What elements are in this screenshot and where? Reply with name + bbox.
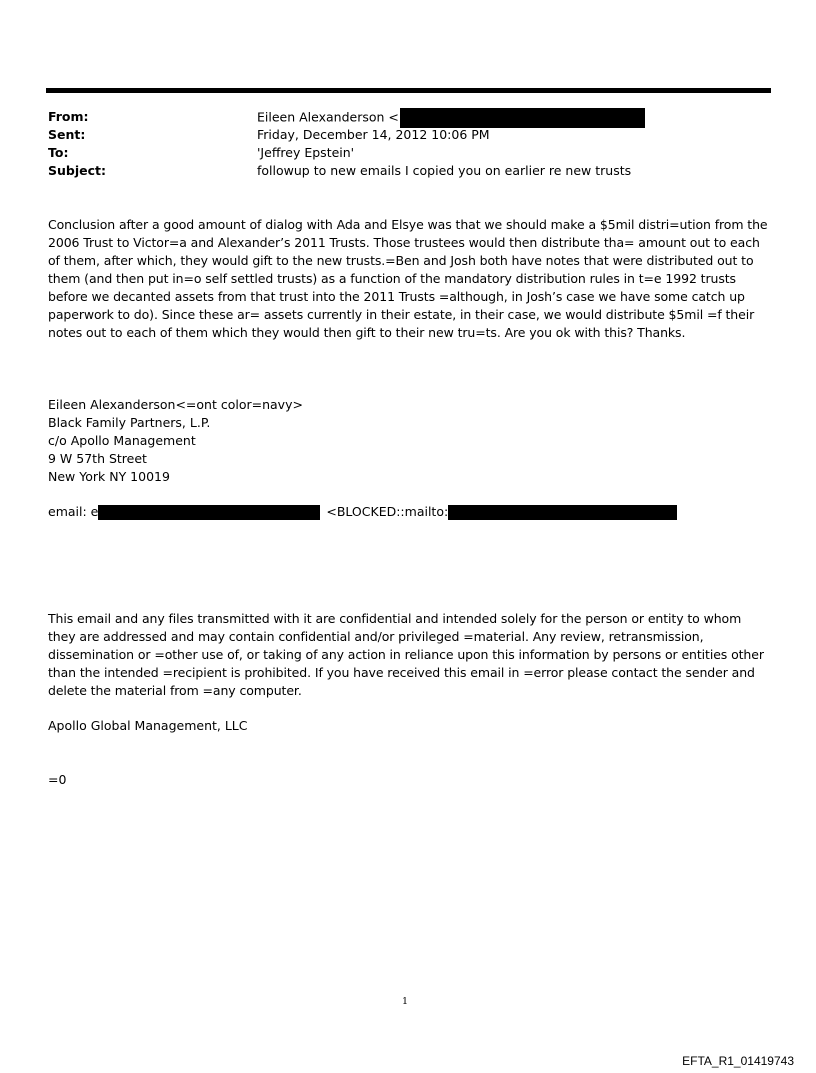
redaction-box bbox=[400, 108, 645, 128]
redaction-box bbox=[98, 505, 320, 520]
signature-email-line bbox=[48, 503, 677, 521]
subject-value: followup to new emails I copied you on earlier re new trusts bbox=[257, 163, 632, 178]
disclaimer bbox=[48, 610, 770, 700]
signature-name: Eileen Alexanderson<=ont color=navy> bbox=[48, 397, 303, 412]
signature-care-of: c/o Apollo Management bbox=[48, 433, 196, 448]
from-value bbox=[257, 108, 645, 128]
from-label: From: bbox=[48, 109, 89, 124]
sent-row bbox=[48, 126, 768, 144]
disclaimer-text: This email and any files transmitted with it are confidential and intended solely for the person or entity to whom they are addressed and may contain confidential and/or privileged =material. Any review, retransmission, dissemination or =other use of, or taking of any action in reliance upon this information by persons or entities other than the intended =recipient is prohibited. If you have received this email in =error please contact the sender and delete the material from =any computer. bbox=[48, 611, 764, 698]
to-value: 'Jeffrey Epstein' bbox=[257, 145, 355, 160]
signature-company: Black Family Partners, L.P. bbox=[48, 415, 211, 430]
header-rule bbox=[46, 88, 771, 93]
sent-label: Sent: bbox=[48, 127, 86, 142]
from-row bbox=[48, 108, 768, 126]
from-name: Eileen Alexanderson < bbox=[257, 109, 399, 125]
blocked-mailto: <BLOCKED::mailto: bbox=[326, 504, 449, 519]
sent-value: Friday, December 14, 2012 10:06 PM bbox=[257, 127, 490, 142]
page-number: 1 bbox=[402, 996, 409, 1007]
subject-row bbox=[48, 162, 768, 180]
message-body bbox=[48, 216, 770, 342]
email-header bbox=[48, 108, 768, 180]
signature-street: 9 W 57th Street bbox=[48, 451, 147, 466]
subject-label: Subject: bbox=[48, 163, 106, 178]
signature-block bbox=[48, 396, 303, 486]
to-label: To: bbox=[48, 145, 69, 160]
to-row bbox=[48, 144, 768, 162]
email-label: email: e bbox=[48, 504, 99, 519]
footer-company: Apollo Global Management, LLC bbox=[48, 718, 248, 733]
trailer-text: =0 bbox=[48, 772, 67, 787]
redaction-box bbox=[448, 505, 677, 520]
body-paragraph: Conclusion after a good amount of dialog with Ada and Elsye was that we should make a $5mil distri=ution from the 2006 Trust to Victor=a and Alexander’s 2011 Trusts. Those trustees would then distribute tha= amount out to each of them, after which, they would gift to the new trusts.=Ben and Josh both have notes that were distributed out to them (and then put in=o self settled trusts) as a function of the mandatory distribution rules in t=e 1992 trusts before we decanted assets from that trust into the 2011 Trusts =although, in Josh’s case we have some catch up paperwork to do). Since these ar= assets currently in their estate, in their case, we would distribute $5mil =f their notes out to each of them which they would then gift to their new tru=ts. Are you ok with this? Thanks. bbox=[48, 217, 768, 340]
signature-city: New York NY 10019 bbox=[48, 469, 170, 484]
document-id: EFTA_R1_01419743 bbox=[682, 1054, 794, 1068]
